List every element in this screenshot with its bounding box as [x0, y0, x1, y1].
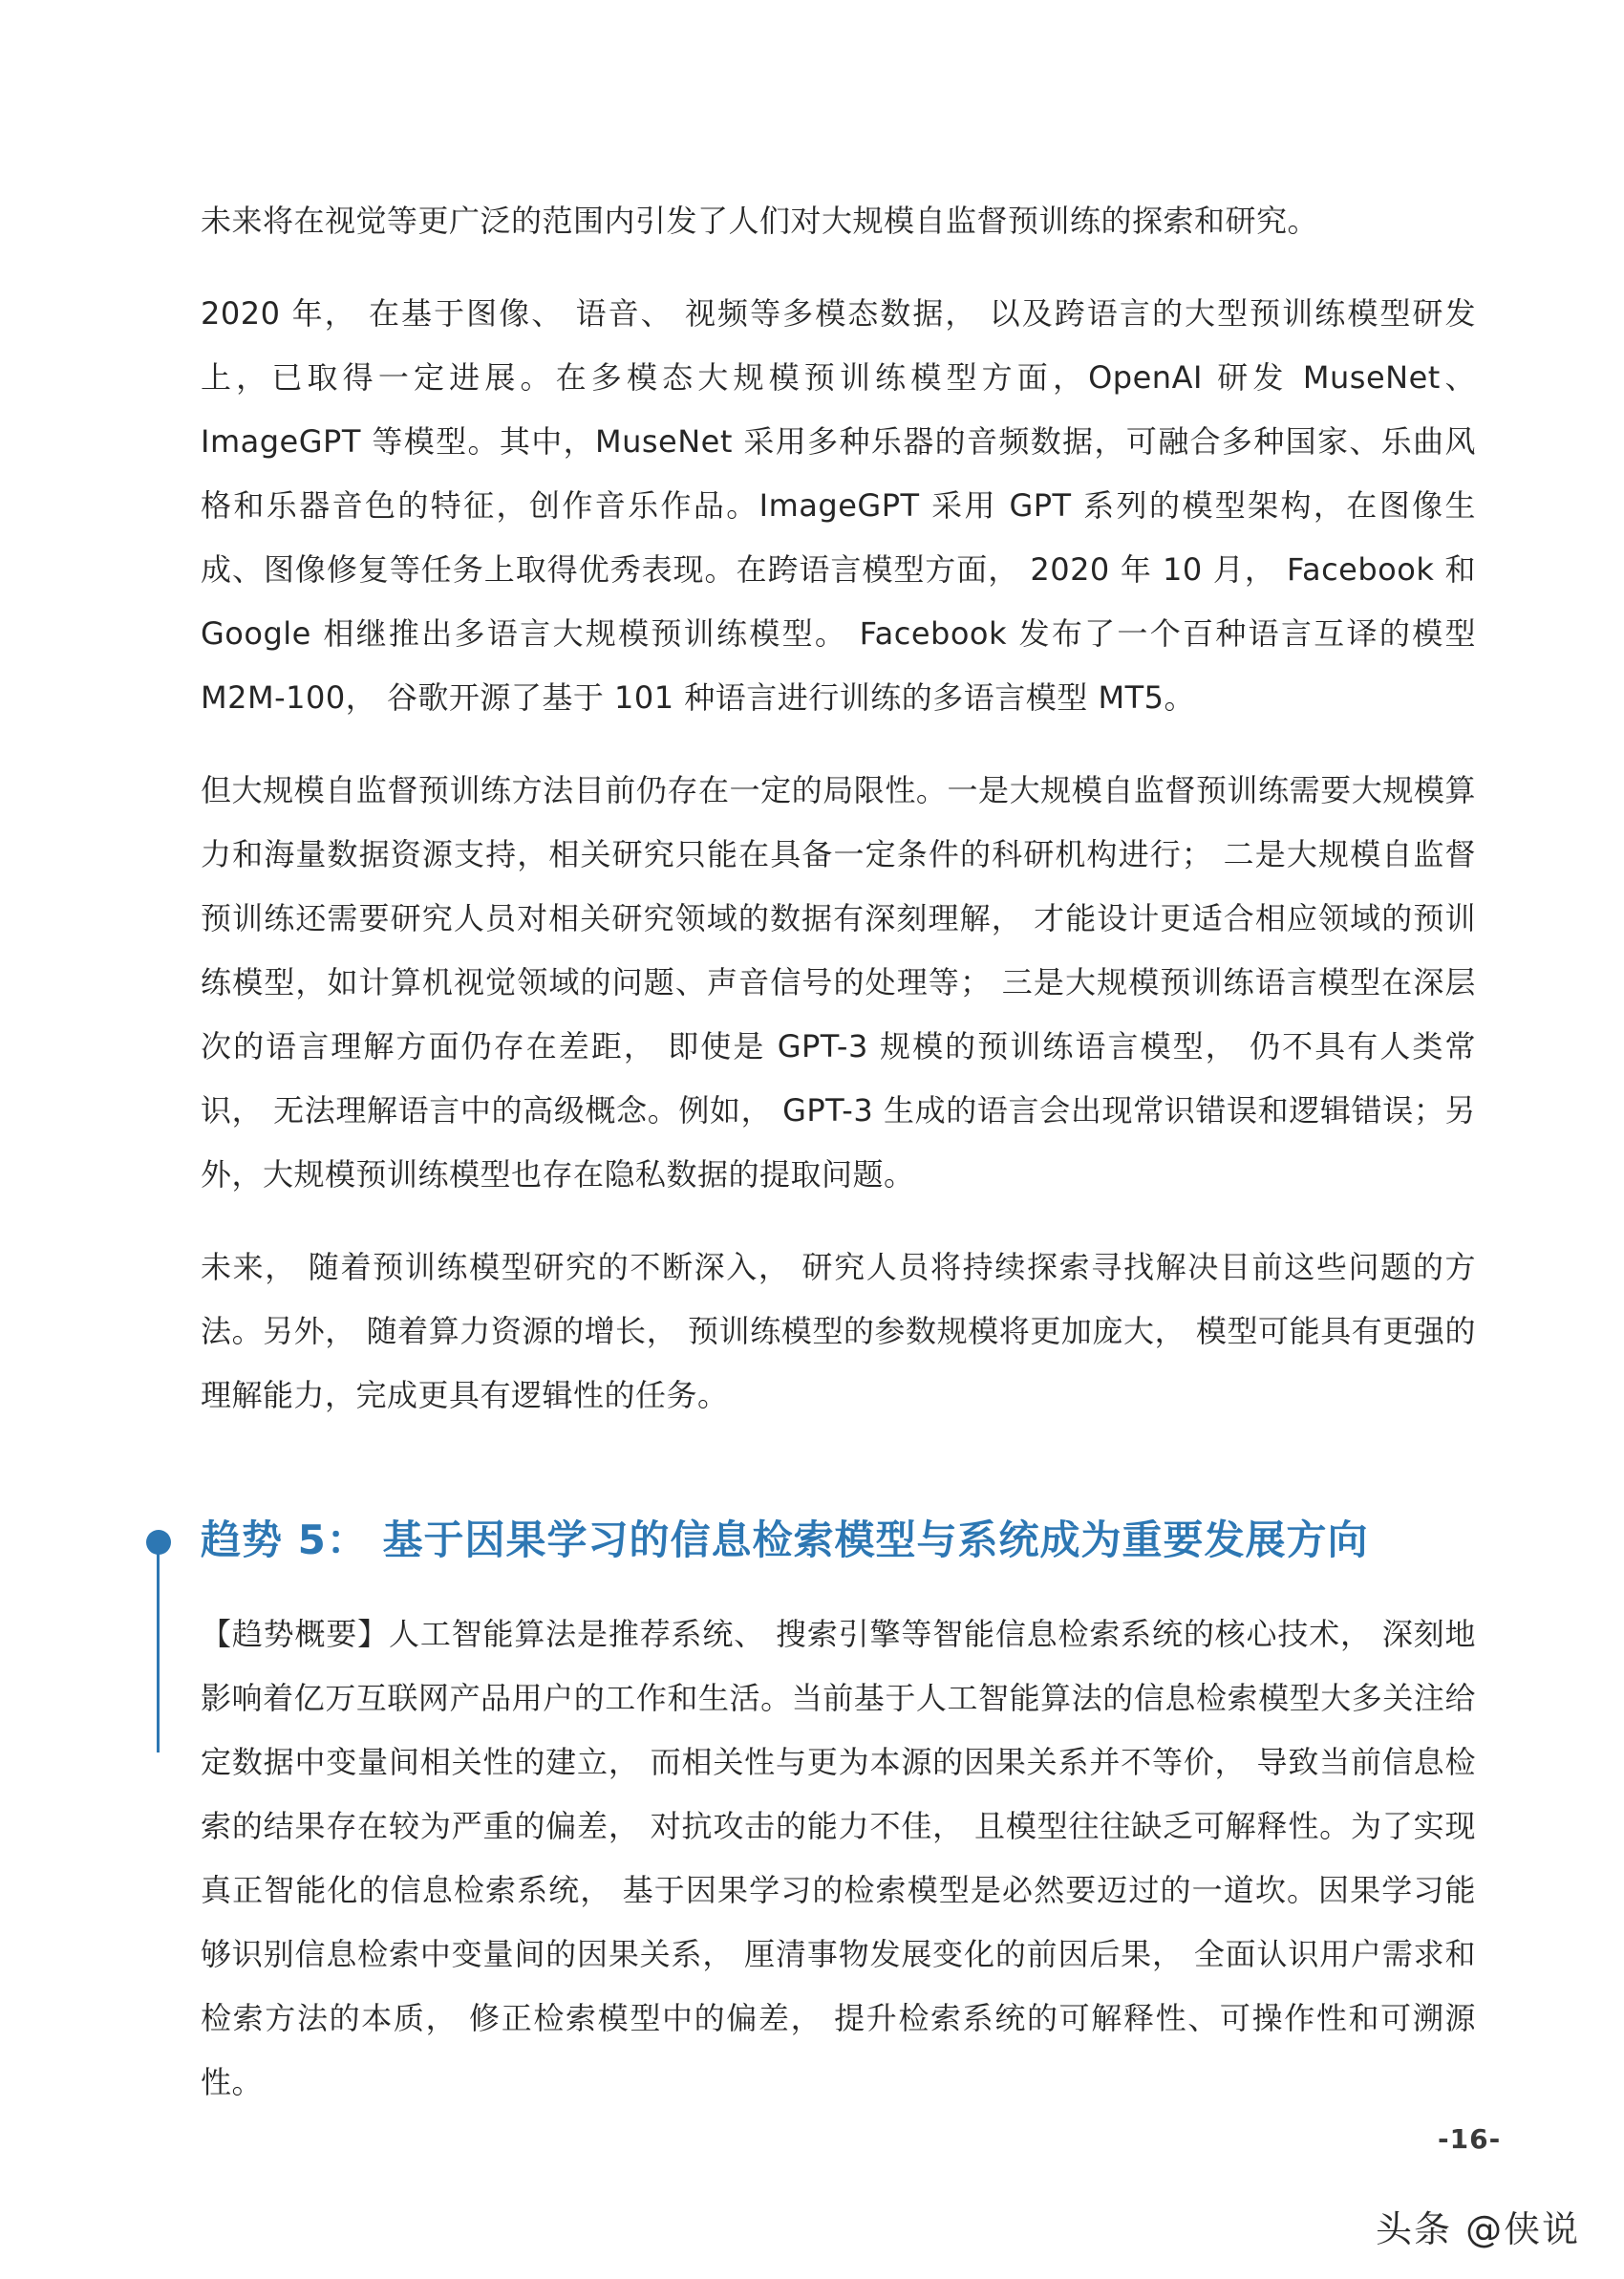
section-marker-line: [157, 1550, 160, 1752]
section-heading: 趋势 5： 基于因果学习的信息检索模型与系统成为重要发展方向: [201, 1516, 1369, 1563]
paragraph-4: 未来， 随着预训练模型研究的不断深入， 研究人员将持续探索寻找解决目前这些问题的方法。另外， 随着算力资源的增长， 预训练模型的参数规模将更加庞大， 模型可能具有更强的理解能力，完成更具有逻辑性的任务。: [201, 1249, 1476, 1413]
page-number: -16-: [1438, 2123, 1502, 2155]
section-summary-paragraph: 【趋势概要】人工智能算法是推荐系统、 搜索引擎等智能信息检索系统的核心技术， 深刻地影响着亿万互联网产品用户的工作和生活。当前基于人工智能算法的信息检索模型大多关注给定数据中变量间相关性的建立， 而相关性与更为本源的因果关系并不等价， 导致当前信息检索的结果存在较为严重的偏差， 对抗攻击的能力不佳， 且模型往往缺乏可解释性。为了实现真正智能化的信息检索系统， 基于因果学习的检索模型是必然要迈过的一道坎。因果学习能够识别信息检索中变量间的因果关系， 厘清事物发展变化的前因后果， 全面认识用户需求和检索方法的本质， 修正检索模型中的偏差， 提升检索系统的可解释性、可操作性和可溯源性。: [201, 1616, 1476, 2100]
body-text: [201, 189, 1476, 1456]
watermark: 头条 @侠说: [1376, 2208, 1581, 2250]
paragraph-1: 未来将在视觉等更广泛的范围内引发了人们对大规模自监督预训练的探索和研究。: [201, 203, 1319, 239]
section-body: [201, 1602, 1476, 2143]
paragraph-3: 但大规模自监督预训练方法目前仍存在一定的局限性。一是大规模自监督预训练需要大规模算力和海量数据资源支持，相关研究只能在具备一定条件的科研机构进行； 二是大规模自监督预训练还需要研究人员对相关研究领域的数据有深刻理解， 才能设计更适合相应领域的预训练模型，如计算机视觉领域的问题、声音信号的处理等； 三是大规模预训练语言模型在深层次的语言理解方面仍存在差距， 即使是 GPT-3 规模的预训练语言模型， 仍不具有人类常识， 无法理解语言中的高级概念。例如， GPT-3 生成的语言会出现常识错误和逻辑错误；另外，大规模预训练模型也存在隐私数据的提取问题。: [201, 772, 1476, 1193]
paragraph-2: 2020 年， 在基于图像、 语音、 视频等多模态数据， 以及跨语言的大型预训练模型研发上，已取得一定进展。在多模态大规模预训练模型方面，OpenAI 研发 MuseNet、ImageGPT 等模型。其中，MuseNet 采用多种乐器的音频数据，可融合多种国家、乐曲风格和乐器音色的特征，创作音乐作品。ImageGPT 采用 GPT 系列的模型架构，在图像生成、图像修复等任务上取得优秀表现。在跨语言模型方面， 2020 年 10 月， Facebook 和 Google 相继推出多语言大规模预训练模型。 Facebook 发布了一个百种语言互译的模型 M2M-100， 谷歌开源了基于 101 种语言进行训练的多语言模型 MT5。: [201, 295, 1476, 716]
